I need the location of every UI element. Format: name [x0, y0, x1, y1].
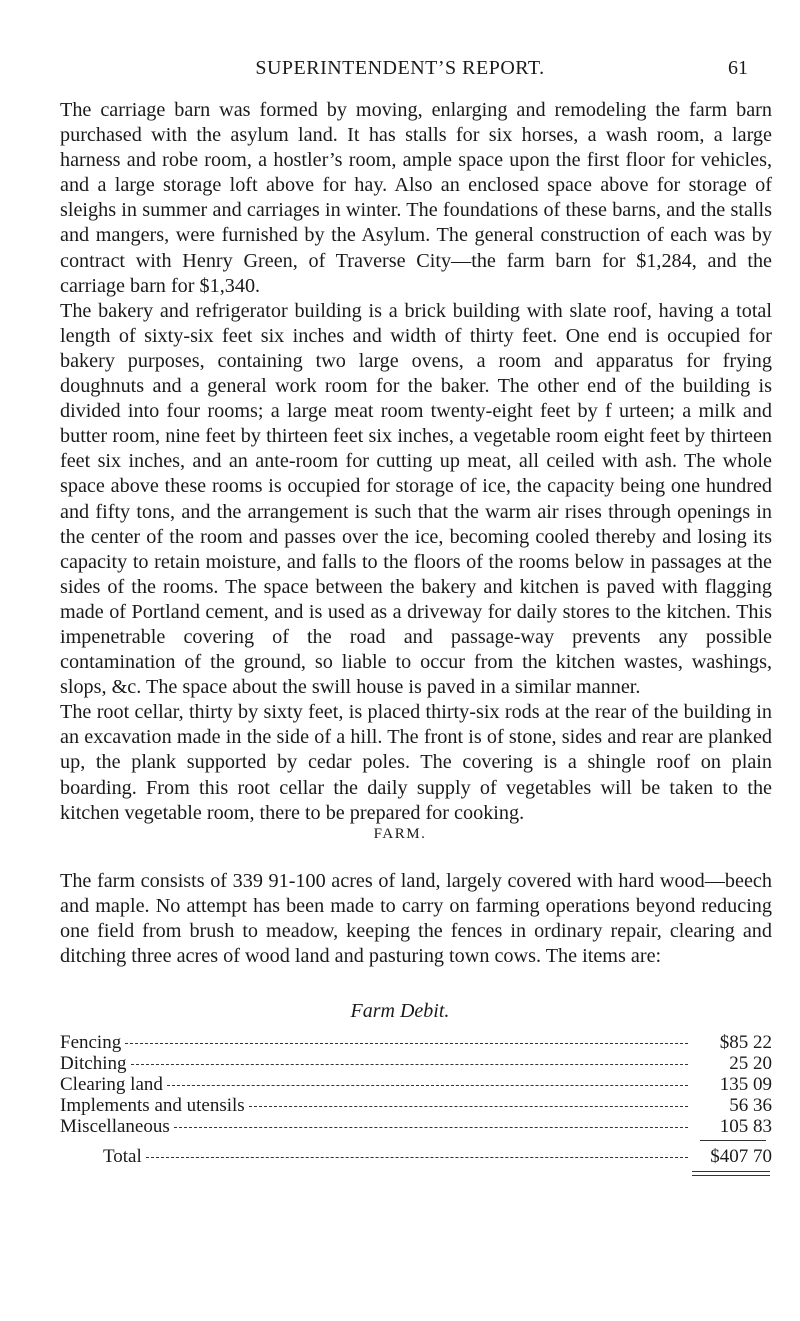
- ledger-amount: $85 22: [719, 1032, 772, 1053]
- double-rule-top: [692, 1171, 770, 1172]
- farm-section-heading: FARM.: [373, 826, 427, 842]
- farm-debit-table: [60, 1032, 772, 1137]
- ledger-amount: 105 83: [719, 1116, 772, 1137]
- page-number: 61: [728, 57, 748, 79]
- ledger-row: [60, 1074, 772, 1095]
- double-rule-bottom: [692, 1175, 770, 1176]
- farm-intro-paragraph: The farm consists of 339 91-100 acres of land, largely covered with hard wood—beech and maple. No attempt has been made to carry on farming operations beyond reducing one field from brush to meadow, keeping the fences in ordinary repair, clearing and ditching three acres of wood land and pasturing town cows. The items are:: [60, 870, 772, 968]
- leader-dots: [174, 1127, 688, 1128]
- ledger-row: [60, 1053, 772, 1074]
- ledger-label: Implements and utensils: [60, 1095, 245, 1116]
- paragraph-carriage-barn: The carriage barn was formed by moving, enlarging and remodeling the farm barn purchased with the asylum land. It has stalls for six horses, a wash room, a large harness and robe room, a hostler’s room, ample space upon the first floor for vehicles, and a large storage loft above for hay. Also an enclosed space above for storage of sleighs in summer and carriages in winter. The foundations of these barns, and the stalls and mangers, were furnished by the Asylum. The general construction of each was by contract with Henry Green, of Traverse City—the farm barn for $1,284, and the carriage barn for $1,340.: [60, 99, 772, 297]
- farm-debit-title: Farm Debit.: [350, 1000, 450, 1022]
- page-title: SUPERINTENDENT’S REPORT.: [255, 57, 545, 79]
- ledger-row: [60, 1032, 772, 1053]
- ledger-label: Miscellaneous: [60, 1116, 170, 1137]
- leader-dots: [249, 1106, 688, 1107]
- total-label: Total: [103, 1146, 142, 1167]
- ledger-amount: 135 09: [719, 1074, 772, 1095]
- leader-dots: [125, 1043, 688, 1044]
- ledger-label: Fencing: [60, 1032, 122, 1053]
- running-head: [0, 57, 800, 81]
- ledger-total-row: [60, 1146, 772, 1167]
- sum-rule: [700, 1140, 766, 1141]
- leader-dots: [131, 1064, 689, 1065]
- ledger-row: [60, 1095, 772, 1116]
- paragraph-bakery: The bakery and refrigerator building is a brick building with slate roof, having a total length of sixty-six feet six inches and width of thirty feet. One end is occupied for bakery purposes, containing two large ovens, a room and apparatus for frying doughnuts and a general work room for the baker. The other end of the building is divided into four rooms; a large meat room twenty-eight feet by f urteen; a milk and butter room, nine feet by thirteen feet six inches, a vegetable room eight feet by thirteen feet six inches, and an ante-room for cutting up meat, all ceiled with ash. The whole space above these rooms is occupied for storage of ice, the capacity being one hundred and fifty tons, and the arrangement is such that the warm air rises through openings in the center of the room and passes over the ice, becoming cooled thereby and losing its capacity to retain moisture, and falls to the floors of the rooms below in passages at the sides of the rooms. The space between the bakery and kitchen is paved with flagging made of Portland cement, and is used as a driveway for daily stores to the kitchen. This impenetrable covering of the road and passage-way prevents any possible contamination of the ground, so liable to occur from the kitchen wastes, washings, slops, &c. The space about the swill house is paved in a similar manner.: [60, 299, 772, 699]
- report-body: [60, 98, 772, 826]
- leader-dots: [146, 1157, 688, 1158]
- leader-dots: [167, 1085, 688, 1086]
- total-amount: $407 70: [710, 1146, 772, 1167]
- ledger-amount: 25 20: [729, 1053, 772, 1074]
- ledger-amount: 56 36: [729, 1095, 772, 1116]
- ledger-row: [60, 1116, 772, 1137]
- paragraph-root-cellar: The root cellar, thirty by sixty feet, is placed thirty-six rods at the rear of the building in an excavation made in the side of a hill. The front is of stone, sides and rear are planked up, the plank supported by cedar poles. The covering is a shingle roof on plain boarding. From this root cellar the daily supply of vegetables will be taken to the kitchen vegetable room, there to be prepared for cooking.: [60, 701, 772, 824]
- ledger-label: Ditching: [60, 1053, 127, 1074]
- ledger-label: Clearing land: [60, 1074, 163, 1095]
